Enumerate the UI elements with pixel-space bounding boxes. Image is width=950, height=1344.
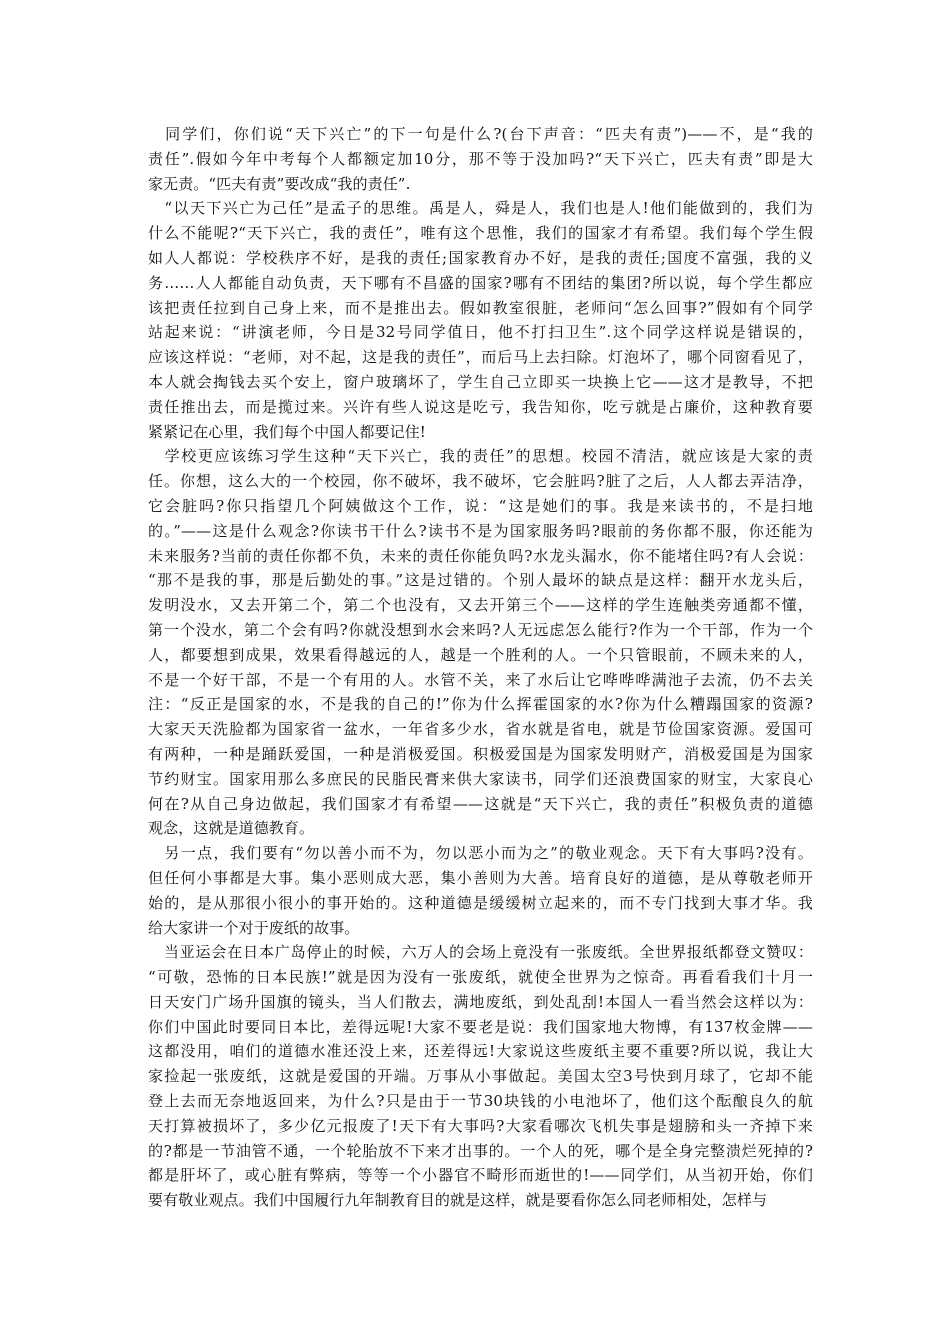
text-line: 登上去而无奈地返回来，为什么?只是由于一节30块钱的小电池坏了，他们这个酝酿良久的航 bbox=[148, 1092, 813, 1111]
text-line: 本人就会掏钱去买个安上，窗户玻璃坏了，学生自己立即买一块换上它——这才是教导，不把 bbox=[148, 372, 813, 391]
text-line: 注：“反正是国家的水，不是我的自己的!”你为什么挥霍国家的水?你为什么糟蹋国家的资源? bbox=[148, 695, 813, 714]
paragraph bbox=[148, 841, 813, 940]
text-line: 何在?从自己身边做起，我们国家才有希望——这就是“天下兴亡，我的责任”积极负责的道德 bbox=[148, 794, 813, 813]
text-line: 这都没用，咱们的道德水准还没上来，还差得远!大家说这些废纸主要不重要?所以说，我让大 bbox=[148, 1042, 813, 1061]
text-line: 第一个没水，第二个会有吗?你就没想到水会来吗?人无远虑怎么能行?作为一个干部，作为一个 bbox=[148, 620, 813, 639]
text-line: 任。你想，这么大的一个校园，你不破坏，我不破坏，它会脏吗?脏了之后，人人都去弄洁净， bbox=[148, 472, 813, 491]
text-line: 什么不能呢?“天下兴亡，我的责任”，唯有这个思惟，我们的国家才有希望。我们每个学生假 bbox=[148, 224, 813, 243]
text-line: 大家天天洗脸都为国家省一盆水，一年省多少水，省水就是省电，就是节俭国家资源。爱国可 bbox=[148, 720, 813, 739]
paragraph bbox=[148, 444, 813, 841]
text-line: “那不是我的事，那是后勤处的事。”这是过错的。个别人最坏的缺点是这样：翻开水龙头后， bbox=[148, 571, 813, 590]
text-line: 同学们，你们说“天下兴亡”的下一句是什么?(台下声音：“匹夫有责”)——不，是“我的 bbox=[148, 125, 813, 143]
text-line: 责任推出去，而是揽过来。兴许有些人说这是吃亏，我告知你，吃亏就是占廉价，这种教育要 bbox=[148, 397, 813, 416]
paragraph bbox=[148, 940, 813, 1213]
paragraph bbox=[148, 122, 813, 196]
paragraph bbox=[148, 196, 813, 444]
text-line: 责任”.假如今年中考每个人都额定加10分，那不等于没加吗?“天下兴亡，匹夫有责”即是大 bbox=[148, 149, 813, 168]
text-line: 如人人都说：学校秩序不好，是我的责任;国家教育办不好，是我的责任;国度不富强，我的义 bbox=[148, 248, 813, 267]
text-line: 家无责。“匹夫有责”要改成“我的责任”. bbox=[148, 174, 411, 193]
text-line: “可敬，恐怖的日本民族!”就是因为没有一张废纸，就使全世界为之惊奇。再看看我们十月一 bbox=[148, 968, 813, 987]
text-line: 有两种，一种是踊跃爱国，一种是消极爱国。积极爱国是为国家发明财产，消极爱国是为国家 bbox=[148, 744, 813, 763]
text-line: 但任何小事都是大事。集小恶则成大恶，集小善则为大善。培育良好的道德，是从尊敬老师开 bbox=[148, 868, 813, 887]
text-line: “以天下兴亡为己任”是孟子的思维。禹是人，舜是人，我们也是人!他们能做到的，我们为 bbox=[148, 199, 813, 218]
text-line: 学校更应该练习学生这种“天下兴亡，我的责任”的思想。校园不清洁，就应该是大家的责 bbox=[148, 447, 813, 466]
text-line: 节约财宝。国家用那么多庶民的民脂民膏来供大家读书，同学们还浪费国家的财宝，大家良心 bbox=[148, 769, 813, 788]
document-body bbox=[148, 122, 813, 1213]
text-line: 不是一个好干部，不是一个有用的人。水管不关，来了水后让它哗哗哗满池子去流，仍不去关 bbox=[148, 670, 813, 689]
text-line: 务……人人都能自动负责，天下哪有不昌盛的国家?哪有不团结的集团?所以说，每个学生都应 bbox=[148, 273, 813, 292]
text-line: 未来服务?当前的责任你都不负，未来的责任你能负吗?水龙头漏水，你不能堵住吗?有人会说： bbox=[148, 546, 813, 565]
text-line: 家捡起一张废纸，这就是爱国的开端。万事从小事做起。美国太空3号快到月球了，它却不能 bbox=[148, 1067, 813, 1086]
text-line: 站起来说：“讲演老师，今日是32号同学值日，他不打扫卫生”.这个同学这样说是错误的， bbox=[148, 323, 813, 342]
text-line: 它会脏吗?你只指望几个阿姨做这个工作，说：“这是她们的事。我是来读书的，不是扫地 bbox=[148, 496, 813, 515]
text-line: 当亚运会在日本广岛停止的时候，六万人的会场上竟没有一张废纸。全世界报纸都登文赞叹： bbox=[148, 943, 813, 962]
text-line: 都是肝坏了，或心脏有弊病，等等一个小器官不畸形而逝世的!——同学们，从当初开始，你们 bbox=[148, 1166, 813, 1185]
text-line: 的?都是一节油管不通，一个轮胎放不下来才出事的。一个人的死，哪个是全身完整溃烂死掉的? bbox=[148, 1141, 813, 1160]
text-line: 发明没水，又去开第二个，第二个也没有，又去开第三个——这样的学生连触类旁通都不懂， bbox=[148, 596, 813, 615]
text-line: 的。”——这是什么观念?你读书干什么?读书不是为国家服务吗?眼前的务你都不服，你还能为 bbox=[148, 521, 813, 540]
text-line: 另一点，我们要有“勿以善小而不为，勿以恶小而为之”的敬业观念。天下有大事吗?没有。 bbox=[148, 844, 813, 863]
text-line: 紧紧记在心里，我们每个中国人都要记住! bbox=[148, 422, 426, 441]
text-line: 始的，是从那很小很小的事开始的。这种道德是缓缓树立起来的，而不专门找到大事才华。我 bbox=[148, 893, 813, 912]
text-line: 人，都要想到成果，效果看得越远的人，越是一个胜利的人。一个只管眼前，不顾未来的人， bbox=[148, 645, 813, 664]
text-line: 给大家讲一个对于废纸的故事。 bbox=[148, 918, 360, 937]
text-line: 该把责任拉到自己身上来，而不是推出去。假如教室很脏，老师问“怎么回事?”假如有个同学 bbox=[148, 298, 813, 317]
text-line: 观念，这就是道德教育。 bbox=[148, 819, 315, 838]
text-line: 你们中国此时要同日本比，差得远呢!大家不要老是说：我们国家地大物博，有137枚金牌—— bbox=[148, 1017, 813, 1036]
text-line: 天打算被损坏了，多少亿元报废了!天下有大事吗?大家看哪次飞机失事是翅膀和头一齐掉下来 bbox=[148, 1116, 813, 1135]
text-line: 日天安门广场升国旗的镜头，当人们散去，满地废纸，到处乱刮!本国人一看当然会这样以为： bbox=[148, 992, 813, 1011]
text-line: 要有敬业观点。我们中国履行九年制教育目的就是这样，就是要看你怎么同老师相处，怎样与 bbox=[148, 1191, 768, 1210]
text-line: 应该这样说：“老师，对不起，这是我的责任”，而后马上去扫除。灯泡坏了，哪个同窗看见了， bbox=[148, 348, 813, 367]
